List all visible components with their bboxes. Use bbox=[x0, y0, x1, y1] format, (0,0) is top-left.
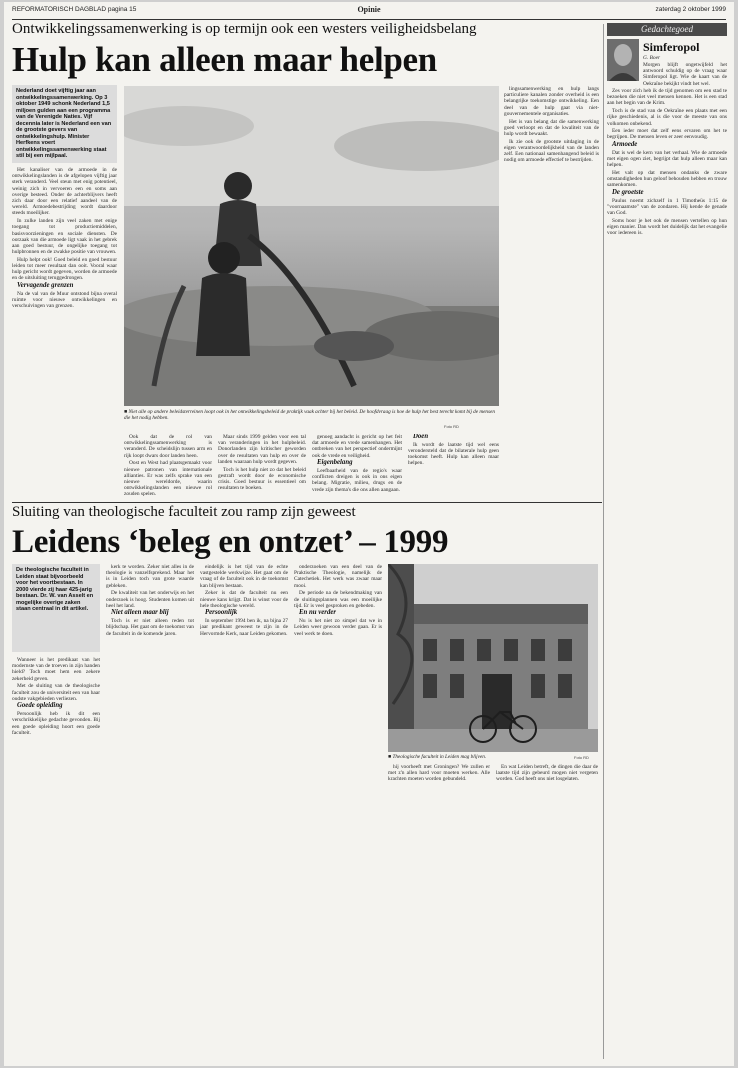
article2-col6: En wat Leiden betreft, de dingen die daar de laatste tijd zijn gebeurd mogen niet vergeten worden. God heeft ons niet losgelaten. bbox=[496, 764, 598, 783]
article1-subheading: Doen bbox=[413, 434, 429, 440]
article2-col3: eindelijk is het tijd van de echte vastgestelde werkwijze. Het gaat om de vraag of de faculteit ook in de toekomst kan blijven bestaan. Zeker is dat de faculteit nu een nieuwe kans krijgt. Dat is winst voor de hele theologische wereld. Persoonlijk In september 1994 ben ik, na bijna 27 jaar predikant geweest te zijn in de Hervormde Kerk, naar Leiden gekomen. bbox=[200, 564, 288, 637]
article1-photo-credit: Foto RD bbox=[444, 424, 459, 429]
portrait-illustration bbox=[607, 39, 639, 81]
article-divider bbox=[12, 502, 602, 503]
article2-col1: Wanneer is het predikaat van het modernste van de troeven in zijn handen hield? Toch moet hem een zekere zekerheid geven. Met de sluiting van de theologische faculteit zou de universiteit een van haar oudste vakgebieden verliezen. Goede opleiding Persoonlijk heb ik dit een verschrikkelijke gedachte gevonden. Bij een goede opleiding hoort een goede faculteit. bbox=[12, 657, 100, 736]
article1-col5 bbox=[408, 86, 499, 408]
building-illustration bbox=[388, 564, 598, 752]
article2-subheading: En nu verder bbox=[299, 609, 337, 617]
masthead-rule bbox=[12, 19, 726, 20]
gedachtegoed-lead: Morgen blijft ongetwijfeld het antwoord schuldig op de vraag waar Simferopol ligt. Wie de kaart van de Oekraïne bekijkt vindt het wel. bbox=[643, 62, 727, 86]
masthead-section: Opinie bbox=[357, 5, 381, 14]
article1-paragraph: Na de val van de Muur ontstond bijna overal ruimte voor nieuwe ontwikkelingen en verschuivingen van grenzen. bbox=[12, 290, 117, 310]
article1-paragraph: In zulke landen zijn veel zaken met enige toegang tot productiemiddelen, basisvoorzieningen en sociale diensten. De oorzaak van die armoede ligt vaak in het gebrek aan goed bestuur, de ongelijke toegang tot hulpbronnen en de zwakke positie van vrouwen. bbox=[12, 218, 117, 256]
article1-intro: Nederland doet vijftig jaar aan ontwikkelingssamenwerking. Op 3 oktober 1949 schonk Nederland 1,5 miljoen gulden aan een programma van de Verenigde Naties. Vijf decennia later is Nederland een van de grootste gevers van ontwikkelingshulp. Minister Herfkens voert ontwikkelingssamenwerking staat stil bij een mijlpaal. bbox=[12, 85, 117, 163]
masthead-date: zaterdag 2 oktober 1999 bbox=[655, 6, 726, 13]
article1-col1 bbox=[12, 167, 117, 497]
article1-paragraph: Hulp helpt ook! Goed beleid en goed bestuur leiden tot meer resultaat dan ooit. Vooral waar hulp gericht wordt gegeven, worden de armoede en de uitsluiting teruggedrongen. bbox=[12, 256, 117, 282]
sidebar-rule bbox=[603, 24, 604, 1059]
article2-kicker: Sluiting van theologische faculteit zou ramp zijn geweest bbox=[12, 504, 356, 520]
author-portrait bbox=[607, 39, 639, 81]
article2-photo-credit: Foto RD bbox=[574, 755, 589, 760]
article1-col2: Ook dat de rol van ontwikkelingssamenwerking is veranderd. De scheidslijn tussen arm en rijk loopt dwars door landen heen. Oost en West had plaatsgemaakt voor nieuwe patronen van internationale allianties. Er was zelfs sprake van een nieuwe wereldorde, waarin ontwikkelingslanden een nieuwe rol zouden spelen. bbox=[124, 434, 212, 498]
article2-col5: hij voorheeft met Groningen? We zullen er met z'n allen hard voor moeten werken. Alle krachten moeten worden gebundeld. bbox=[388, 764, 490, 783]
article2-intro: De theologische faculteit in Leiden staat bijvoorbeeld voor het voortbestaan. In 2000 vierde zij haar 425-jarig bestaan. Dr. W. van Asselt en mogelijke overige zaken staan centraal in dit artikel. bbox=[12, 564, 100, 652]
article1-paragraph: Het kanaliser van de armoede in de ontwikkelingslanden is de afgelopen vijftig jaar sterk veranderd. Veel steun met enig potentieel, weinig zich in vervoeren een en soms aan overige besteed. Onder de achterblijvers heeft zich daar door een relatief aandeel van de wereld. Armoedebestrijding wordt daardoor steeds moeilijker. bbox=[12, 167, 117, 217]
article2-col2: kerk te worden. Zeker niet alles in de theologie is vanzelfsprekend. Maar het is in Leiden toch van grote waarde gebleken. De kwaliteit van het onderwijs en het onderzoek is hoog. Studenten komen uit heel het land. Niet alleen maar blij Toch is er niet alleen reden tot blijdschap. Het gaat om de toekomst van de faculteit in de komende jaren. bbox=[106, 564, 194, 637]
article2-subheading: Persoonlijk bbox=[205, 609, 238, 617]
article2-photo bbox=[388, 564, 598, 752]
article1-headline: Hulp kan alleen maar helpen bbox=[12, 40, 437, 79]
article1-subheading: Vervagende grenzen bbox=[17, 282, 74, 290]
bullet-icon: ■ bbox=[388, 754, 393, 760]
masthead bbox=[12, 6, 726, 18]
gedachtegoed-author: G. Boer bbox=[643, 55, 661, 61]
bullet-icon: ■ bbox=[124, 409, 129, 415]
article2-subheading: Goede opleiding bbox=[17, 702, 63, 710]
article1-subheading: Eigenbelang bbox=[317, 459, 353, 467]
article2-subheading: Niet alleen maar blij bbox=[111, 609, 169, 617]
gedachtegoed-subheading: De groetste bbox=[612, 189, 644, 197]
masthead-paper-name: REFORMATORISCH DAGBLAD pagina 15 bbox=[12, 6, 137, 13]
gedachtegoed-header: Gedachtegoed bbox=[607, 23, 727, 36]
newspaper-page bbox=[4, 2, 734, 1066]
article1-col4: genoeg aandacht is gericht op het feit dat armoede en vrede samenhangen. Het ontbreken van het perspectief ondermijnt ook de vrede en veiligheid. Eigenbelang Leefbaarheid van de regio's waar conflicten dreigen is ook in ons eigen belang. Migratie, milieu, drugs en de vrede zijn thema's die ons allen aangaan. bbox=[312, 434, 402, 493]
article1-col6: lingssamenwerking en hulp langs particuliere kanalen zonder overheid is een belangrijke toekomstige ontwikkeling. Een deel van de hulp gaat via niet-gouvernementele organisaties. Het is van belang dat die samenwerking goed verloopt en dat de kwaliteit van de hulp wordt bewaakt. Ik zie ook de grootste uitdaging in de eigen verantwoordelijkheid van de landen zelf. Een nationaal samenhangend beleid is nodig om armoede effectief te bestrijden. bbox=[504, 86, 599, 164]
article1-col3: Maar sinds 1999 gelden voor een tal van veranderingen in het hulpbeleid. Donorlanden zijn kritischer geworden over de resultaten van hulp en over de landen waaraan hulp wordt gegeven. Toch is het hulp niet zo dat het beleid gestraft wordt door de economische crisis. Goed bestuur is essentieel om resultaten te boeken. bbox=[218, 434, 306, 492]
article1-photo-caption: ■ Niet alle op andere beleidsterreinen loopt ook in het ontwikkelingsbeleid de praktijk vaak achter bij het beleid. De hoofdvraag is hoe de hulp het best terecht komt bij de mensen die het nodig hebben. bbox=[124, 409, 495, 421]
article2-col4: onderzoeken van een deel van de Praktische Theologie, namelijk de Catechetiek. Het werk was zwaar maar mooi. De periode na de bekendmaking van de sluitingsplannen was een moeilijke tijd. Er is veel gesproken en gebeden. En nu verder Nu is het niet zo simpel dat we in Leiden weer gewoon verder gaan. Er is veel werk te doen. bbox=[294, 564, 382, 637]
gedachtegoed-subheading: Armoede bbox=[612, 141, 638, 149]
article1-kicker: Ontwikkelingssamenwerking is op termijn ook een westers veiligheidsbelang bbox=[12, 21, 477, 37]
article1-col4-cont: Doen Ik wordt de laatste tijd wel eens verondersteld dat de bilaterale hulp geen toekomst heeft. Hulp kan alleen maar helpen. bbox=[408, 434, 499, 467]
article2-photo-caption: ■ Theologische faculteit in Leiden mag blijven. bbox=[388, 754, 487, 760]
gedachtegoed-body: Zes voor zich heb ik de tijd genomen om een stad te bezoeken die niet veel mensen kennen. Het is een stad aan het begin van de Krim. Toch is de stad van de Oekraïne een plaats met een rijke geschiedenis, al is die voor de meeste van ons volkomen onbekend. Een ieder moet dat zelf eens ervaren om het te begrijpen. De mensen leven er zeer eenvoudig. Armoede Dat is wel de kern van het verhaal. Wie de armoede met eigen ogen ziet, begrijpt dat hulp alleen maar kan helpen. Het valt op dat mensen ondanks de zware omstandigheden hun geloof behouden hebben en trouw samenkomen. De groetste Paulus noemt zichzelf in 1 Timotheüs 1:15 de "voornaamste" van de zondaren. Hij kende de genade van God. Soms hoor je het ook de mensen vertellen op hun eigen manier. Dan wordt het duidelijk dat het evangelie voor iedereen is. bbox=[607, 88, 727, 237]
gedachtegoed-title: Simferopol bbox=[643, 40, 700, 54]
article2-headline: Leidens ‘beleg en ontzet’ – 1999 bbox=[12, 524, 449, 560]
